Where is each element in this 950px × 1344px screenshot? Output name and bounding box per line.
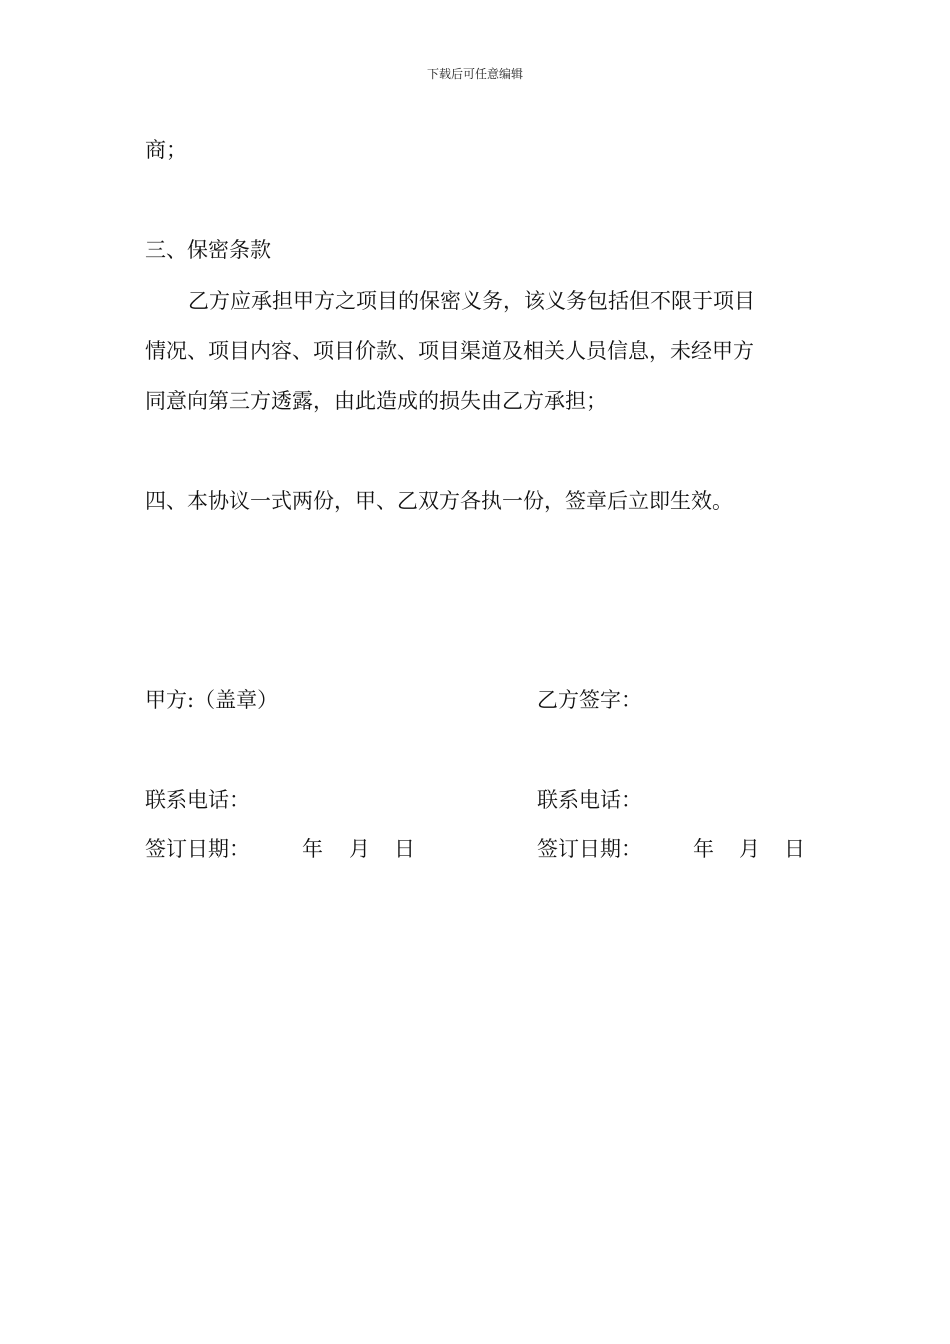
page-header-note: 下载后可任意编辑: [426, 67, 523, 81]
party-a-date-year: 年: [302, 837, 323, 861]
party-b-date-day: 日: [784, 837, 805, 861]
section-3-title: 三、保密条款: [145, 238, 271, 262]
continuation-text: 商；: [145, 138, 187, 162]
party-a-sign-label: 甲方:（盖章）: [145, 688, 279, 712]
section-3-line-1: 乙方应承担甲方之项目的保密义务，该义务包括但不限于项目: [188, 289, 755, 313]
party-b-sign-label: 乙方签字：: [537, 688, 642, 712]
party-a-date-month: 月: [349, 837, 370, 861]
party-b-phone-label: 联系电话：: [537, 788, 642, 812]
party-b-date-month: 月: [739, 837, 760, 861]
section-4-text: 四、本协议一式两份，甲、乙双方各执一份，签章后立即生效。: [145, 489, 733, 513]
party-b-date-year: 年: [693, 837, 714, 861]
section-3-line-2: 情况、项目内容、项目价款、项目渠道及相关人员信息，未经甲方: [145, 339, 754, 363]
party-a-phone-label: 联系电话：: [145, 788, 250, 812]
party-a-date-label: 签订日期：: [145, 837, 250, 861]
section-3-line-3: 同意向第三方透露，由此造成的损失由乙方承担；: [145, 389, 607, 413]
party-a-date-day: 日: [394, 837, 415, 861]
party-b-date-label: 签订日期：: [537, 837, 642, 861]
